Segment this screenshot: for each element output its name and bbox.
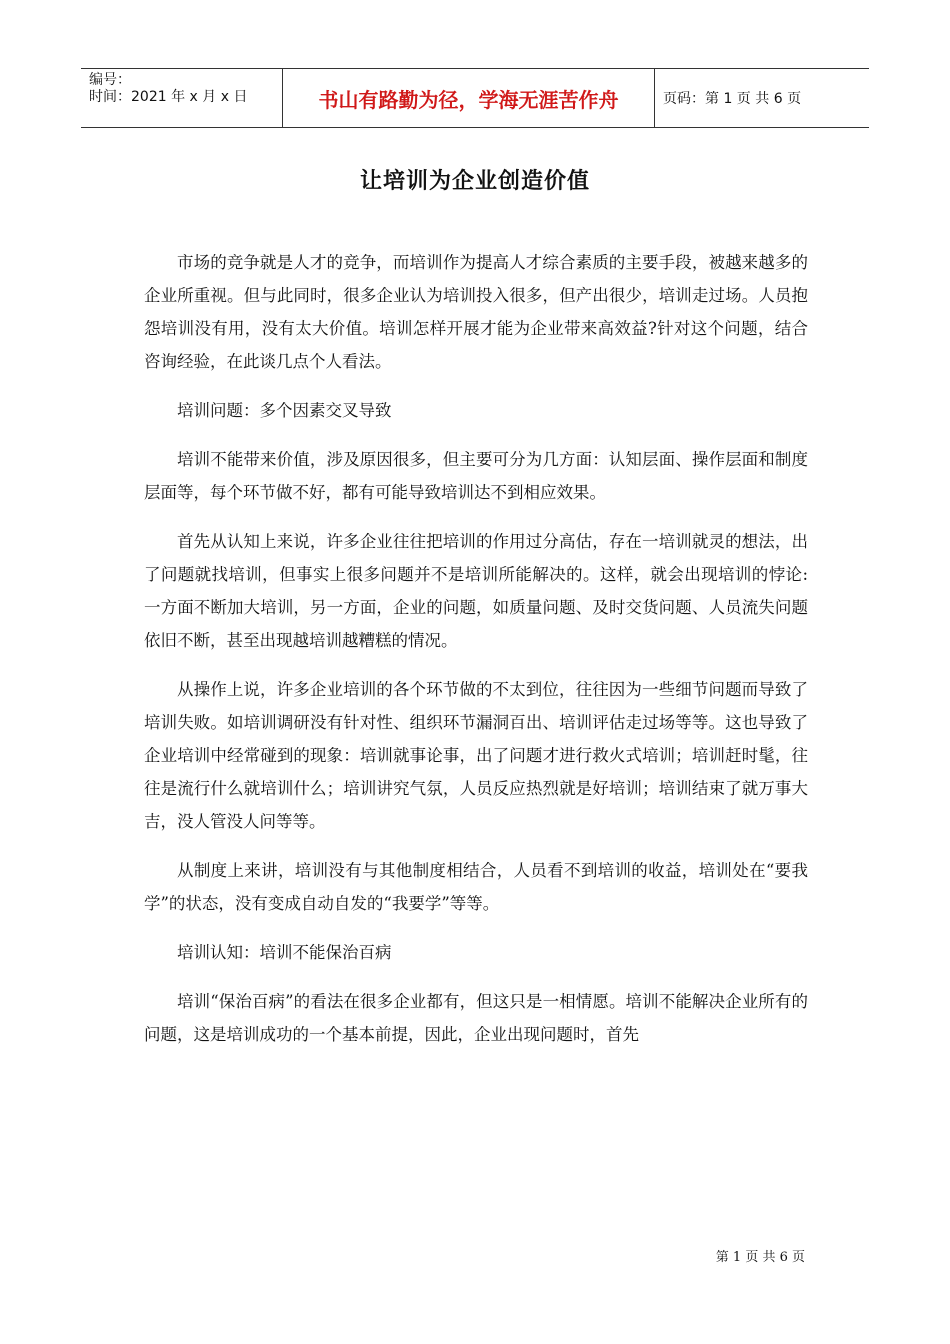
section-heading-cognition: 培训认知：培训不能保治百病	[177, 943, 392, 962]
header-motto: 书山有路勤为径，学海无涯苦作舟	[318, 87, 619, 112]
paragraph-system: 从制度上来讲，培训没有与其他制度相结合，人员看不到培训的收益，培训处在“要我学”的状态，没有变成自动自发的“我要学”等等。	[144, 861, 808, 913]
paragraph-cognition: 首先从认知上来说，许多企业往往把培训的作用过分高估，存在一培训就灵的想法，出了问题就找培训，但事实上很多问题并不是培训所能解决的。这样，就会出现培训的悖论:一方面不断加大培训，另一方面，企业的问题，如质量问题、及时交货问题、人员流失问题依旧不断，甚至出现越培训越糟糕的情况。	[144, 532, 808, 650]
header-motto-cell	[283, 69, 655, 127]
paragraph-operation: 从操作上说，许多企业培训的各个环节做的不太到位，往往因为一些细节问题而导致了培训失败。如培训调研没有针对性、组织环节漏洞百出、培训评估走过场等等。这也导致了企业培训中经常碰到的现象：培训就事论事，出了问题才进行救火式培训；培训赶时髦，往往是流行什么就培训什么；培训讲究气氛，人员反应热烈就是好培训；培训结束了就万事大吉，没人管没人问等等。	[144, 680, 808, 831]
document-body	[144, 246, 808, 1067]
header-page-info: 页码：第 1 页 共 6 页	[663, 91, 802, 107]
header-meta-cell	[81, 69, 283, 127]
document-header	[81, 68, 869, 128]
section-heading-problems: 培训问题：多个因素交叉导致	[177, 401, 392, 420]
paragraph-panacea: 培训“保治百病”的看法在很多企业都有，但这只是一相情愿。培训不能解决企业所有的问题，这是培训成功的一个基本前提，因此，企业出现问题时，首先	[144, 992, 808, 1044]
document-number-label: 编号：	[89, 72, 131, 88]
document-date: 时间：2021 年 x 月 x 日	[89, 89, 248, 105]
paragraph-intro: 市场的竞争就是人才的竞争，而培训作为提高人才综合素质的主要手段，被越来越多的企业所重视。但与此同时，很多企业认为培训投入很多，但产出很少，培训走过场。人员抱怨培训没有用，没有太大价值。培训怎样开展才能为企业带来高效益?针对这个问题，结合咨询经验，在此谈几点个人看法。	[144, 253, 808, 371]
paragraph-causes: 培训不能带来价值，涉及原因很多，但主要可分为几方面：认知层面、操作层面和制度层面等，每个环节做不好，都有可能导致培训达不到相应效果。	[144, 450, 808, 502]
header-page-cell	[655, 69, 869, 127]
page-footer: 第 1 页 共 6 页	[715, 1250, 805, 1265]
document-title: 让培训为企业创造价值	[359, 169, 590, 194]
